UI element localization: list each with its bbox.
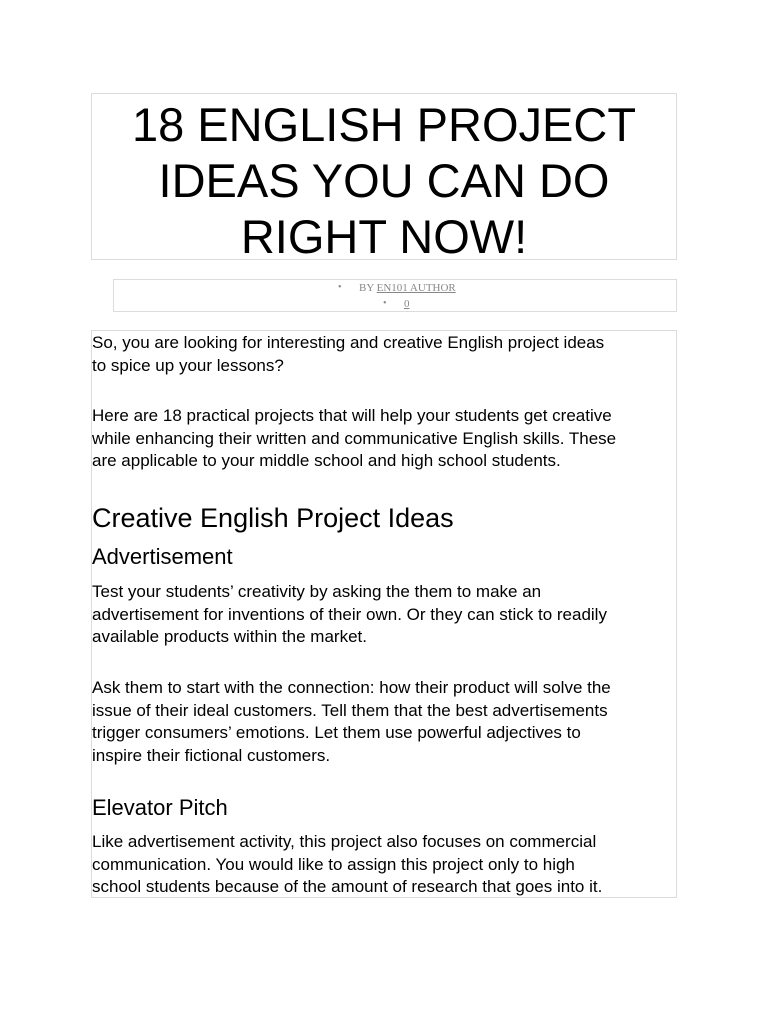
meta-comments-item xyxy=(383,296,410,312)
article-body xyxy=(91,330,677,898)
section-heading: Creative English Project Ideas xyxy=(92,503,454,533)
meta-author-item xyxy=(338,280,456,296)
elevator-pitch-heading: Elevator Pitch xyxy=(92,795,228,820)
by-label: BY xyxy=(359,282,377,294)
comments-count-link[interactable]: 0 xyxy=(404,298,410,310)
advertisement-paragraph-2: Ask them to start with the connection: how their product will solve the issue of their ideal customers. Tell them that the best advertisements trigger consumers’ emotions. Let them use powerful adjectives to inspire their fictional customers. xyxy=(92,678,611,765)
advertisement-heading: Advertisement xyxy=(92,544,233,569)
author-link[interactable]: EN101 AUTHOR xyxy=(376,282,456,294)
article-meta xyxy=(113,279,677,312)
elevator-pitch-paragraph-1: Like advertisement activity, this project also focuses on commercial communication. You would like to assign this project only to high school students because of the amount of research that goes into it. xyxy=(92,832,603,896)
article-title: 18 ENGLISH PROJECT IDEAS YOU CAN DO RIGHT NOW! xyxy=(131,98,637,263)
advertisement-paragraph-1: Test your students’ creativity by asking the them to make an advertisement for inventions of their own. Or they can stick to readily available products within the market. xyxy=(92,582,607,646)
intro-paragraph-2: Here are 18 practical projects that will help your students get creative while enhancing their written and communicative English skills. These are applicable to your middle school and high school students. xyxy=(92,406,617,470)
bullet-icon: • xyxy=(338,282,342,293)
intro-paragraph-1: So, you are looking for interesting and creative English project ideas to spice up your lessons? xyxy=(92,333,605,375)
bullet-icon: • xyxy=(383,298,387,309)
title-box xyxy=(91,93,677,263)
